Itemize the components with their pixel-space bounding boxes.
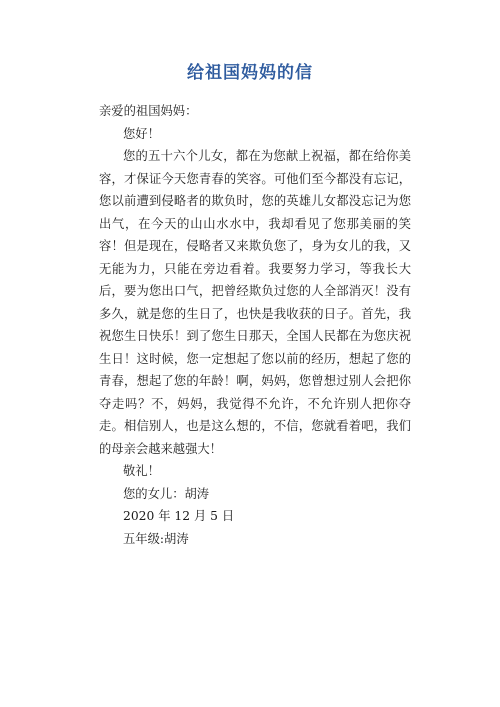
letter-greeting: 您好！ bbox=[123, 126, 160, 141]
letter-closing: 敬礼！ bbox=[123, 464, 160, 478]
letter-content bbox=[99, 100, 411, 550]
letter-title: 给祖国妈妈的信 bbox=[187, 63, 313, 83]
letter-body: 您的五十六个儿女，都在为您献上祝福，都在给你美容，才保证今天您青春的笑容。可他们至今都没有忘记，您以前遭到侵略者的欺负时，您的英雄儿女都没忘记为您出气，在今天的山山水水中，我却看见了您那美丽的笑容！但是现在，侵略者又来欺负您了，身为女儿的我，又无能为力，只能在旁边看着。我要努力学习，等我长大后，要为您出口气，把曾经欺负过您的人全部消灭！没有多久，就是您的生日了，也快是我收获的日子。首先，我祝您生日快乐！到了您生日那天，全国人民都在为您庆祝生日！这时候，您一定想起了您以前的经历，想起了您的青春，想起了您的年龄！啊，妈妈，您曾想过别人会把你夺走吗？不，妈妈，我觉得不允许，不允许别人把你夺走。相信别人，也是这么想的，不信，您就看着吧，我们的母亲会越来越强大！ bbox=[99, 149, 411, 456]
letter-signature: 您的女儿：胡涛 bbox=[123, 486, 210, 501]
letter-grade: 五年级:胡涛 bbox=[123, 531, 189, 546]
letter-salutation: 亲爱的祖国妈妈： bbox=[99, 104, 198, 118]
letter-date: 2020 年 12 月 5 日 bbox=[123, 509, 235, 523]
